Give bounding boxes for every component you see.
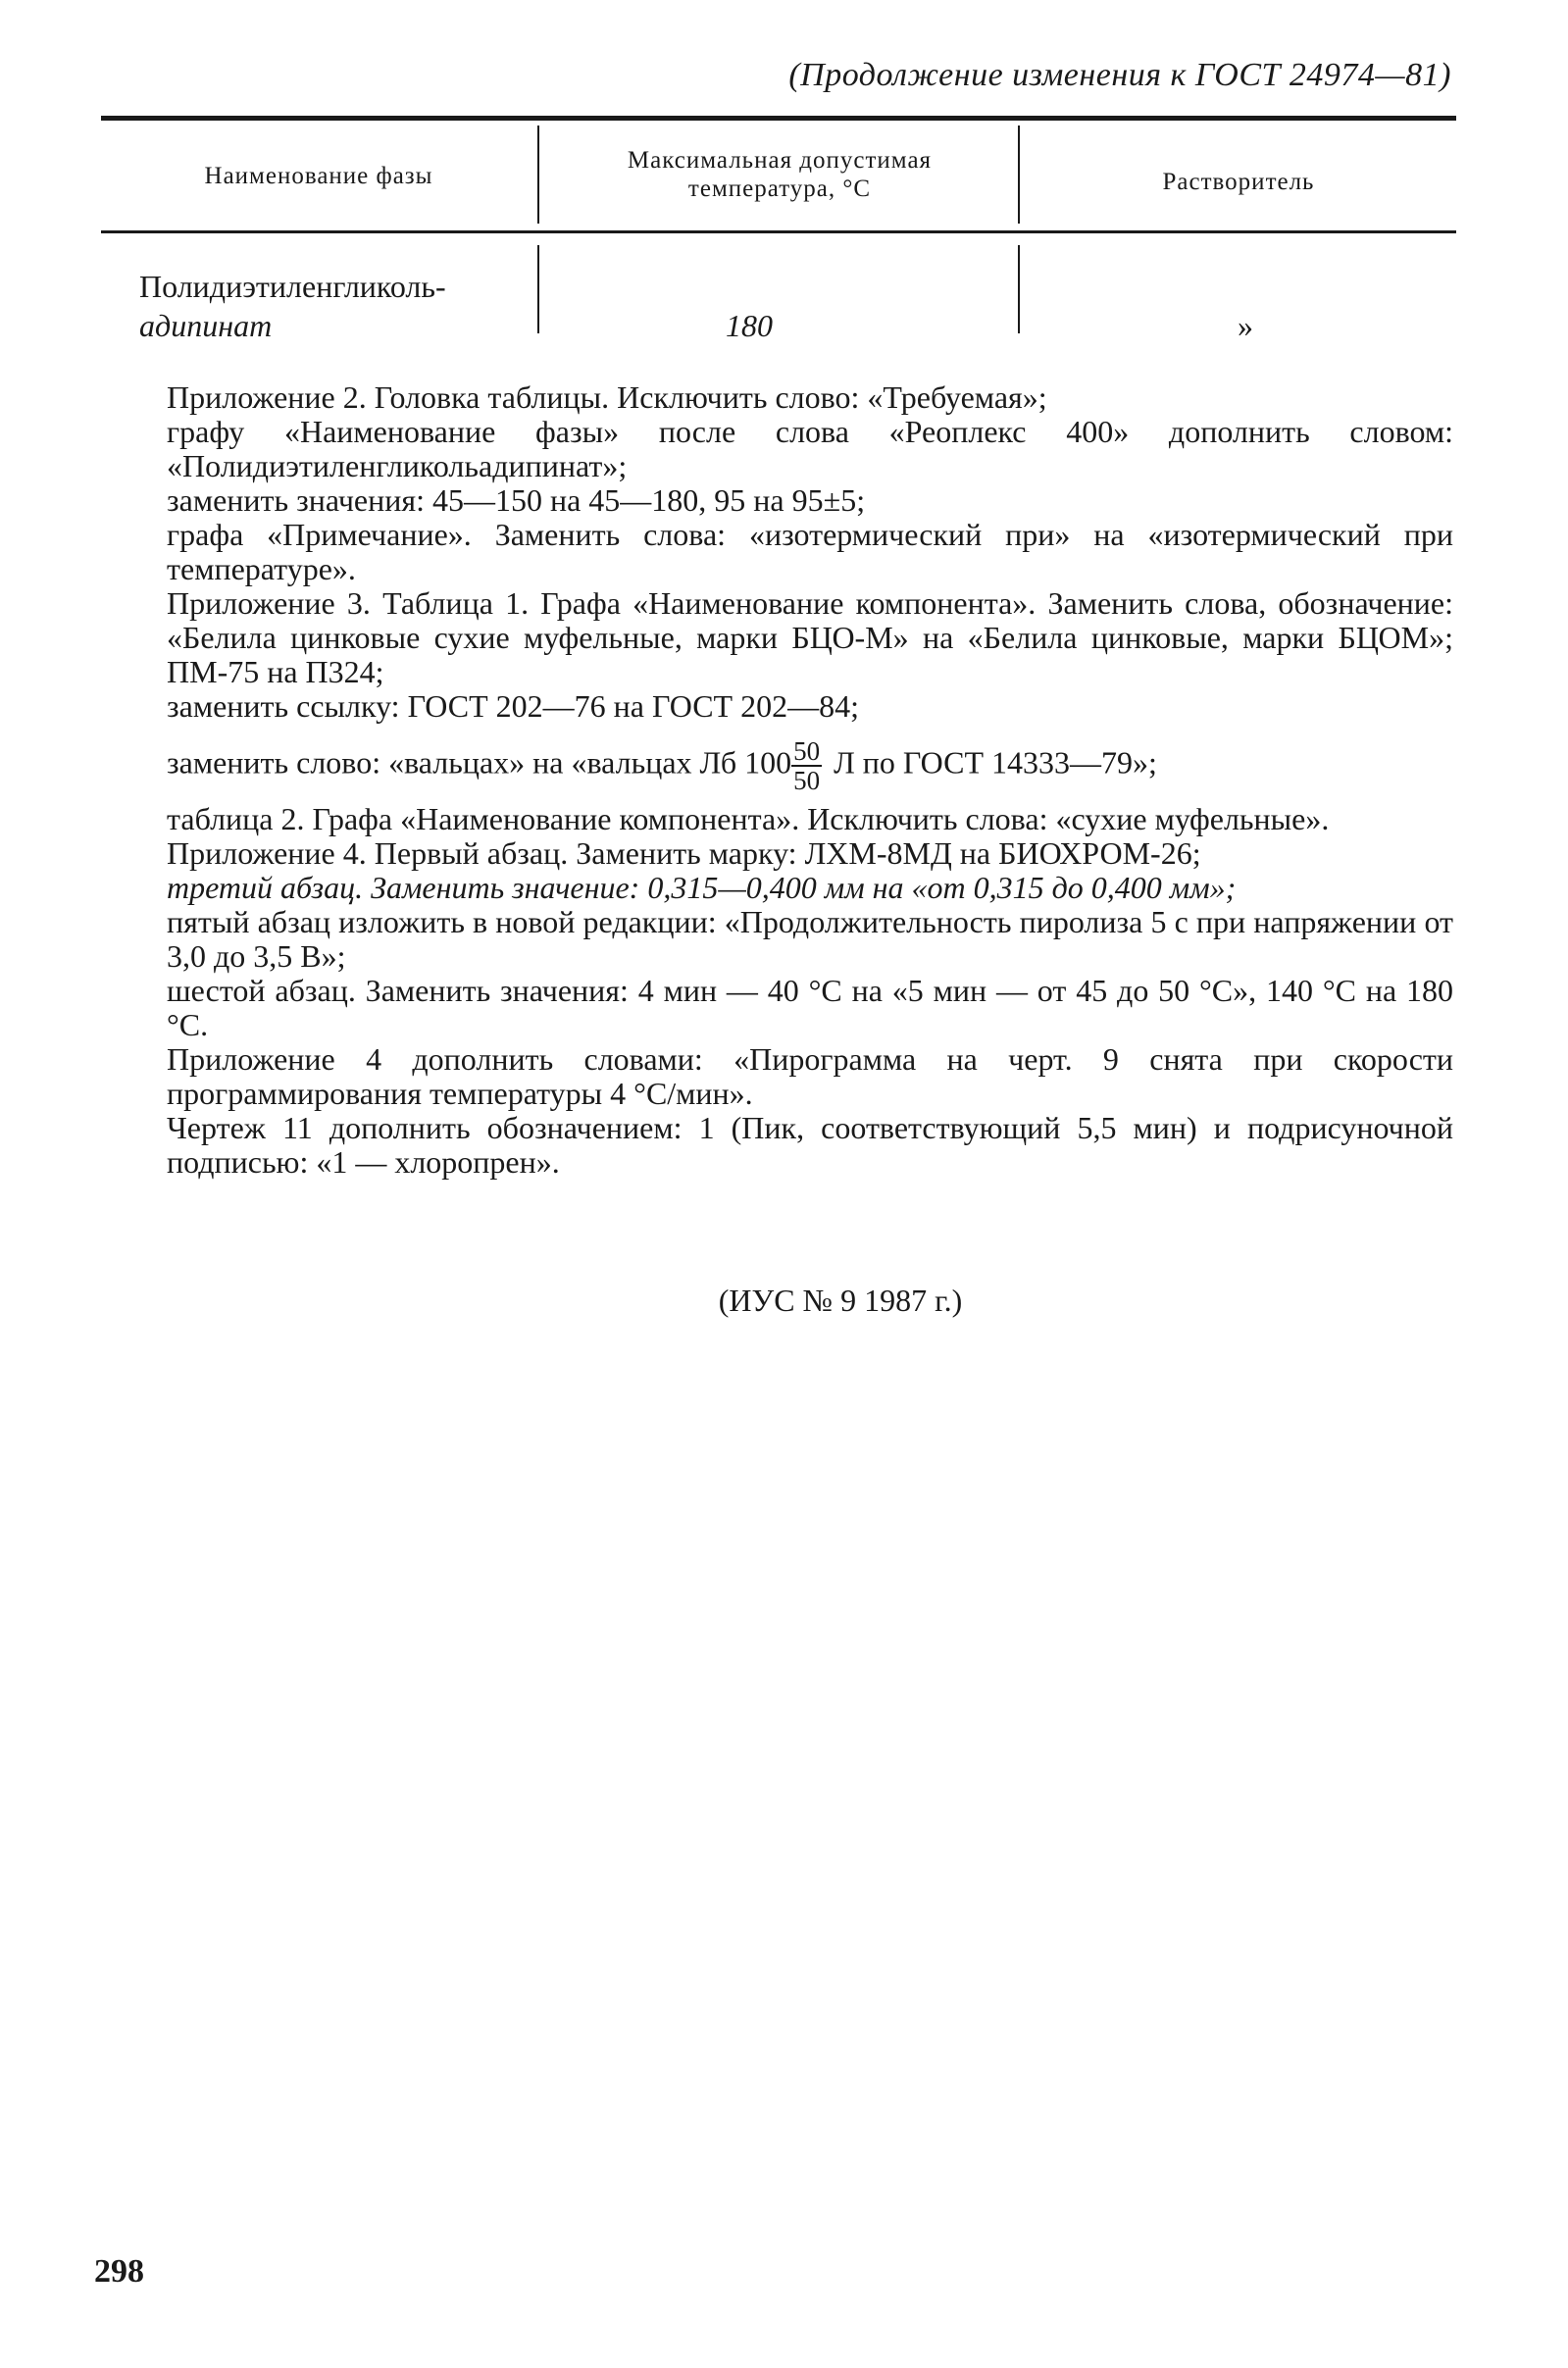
paragraph: Приложение 2. Головка таблицы. Исключить слово: «Требуемая»; [167,379,1047,415]
table-top-rule [101,116,1456,121]
table-column-divider [1018,245,1020,333]
paragraph-with-fraction [167,737,1453,794]
fraction [791,737,822,794]
fraction-line-after: Л по ГОСТ 14333—79»; [826,744,1157,781]
running-head: (Продолжение изменения к ГОСТ 24974—81) [788,57,1451,93]
fraction-denominator: 50 [793,766,821,795]
fraction-numerator: 50 [793,736,821,766]
table-header-solvent: Растворитель [1162,169,1315,195]
table-header-temperature-line1: Максимальная допустимая [627,147,933,174]
table-header-temperature-line2: температура, °С [687,175,872,202]
amendment-text [167,380,1453,1180]
paragraph: шестой абзац. Заменить значения: 4 мин — 40 °С на «5 мин — от 45 до 50 °С», 140 °С на 180 °С. [167,973,1453,1042]
table-cell-phase [139,267,531,345]
paragraph: Приложение 3. Таблица 1. Графа «Наименование компонента». Заменить слова, обозначение: «Белила цинковые сухие муфельные, марки БЦО-М» на «Белила цинковые, марки БЦОМ»; ПМ-75 на П324; [167,585,1453,689]
paragraph: третий абзац. Заменить значение: 0,315—0,400 мм на «от 0,315 до 0,400 мм»; [167,870,1237,905]
paragraph: графа «Примечание». Заменить слова: «изотермический при» на «изотермический при температуре». [167,517,1453,586]
table-cell-phase-line2: адипинат [139,308,273,343]
table-column-divider [537,126,539,224]
paragraph: заменить значения: 45—150 на 45—180, 95 на 95±5; [167,482,866,518]
fraction-line-before: заменить слово: «вальцах» на «вальцах Лб 100 [167,744,792,781]
paragraph: графу «Наименование фазы» после слова «Реоплекс 400» дополнить словом: «Полидиэтиленгликольадипинат»; [167,414,1453,483]
paragraph: пятый абзац изложить в новой редакции: «Продолжительность пиролиза 5 с при напряжении от 3,0 до 3,5 В»; [167,904,1453,974]
table-column-divider [1018,126,1020,224]
source-imprint [0,1283,1568,1319]
source-imprint-text: (ИУС № 9 1987 г.) [718,1283,963,1318]
paragraph: заменить ссылку: ГОСТ 202—76 на ГОСТ 202—84; [167,688,859,724]
page-number: 298 [94,2253,144,2290]
table-header-rule [101,230,1456,233]
table-cell-phase-line1: Полидиэтиленгликоль- [139,269,446,304]
table-header-temperature [549,147,1010,204]
paragraph: таблица 2. Графа «Наименование компонента». Исключить слова: «сухие муфельные». [167,801,1330,836]
table-column-divider [537,245,539,333]
paragraph: Приложение 4 дополнить словами: «Пирограмма на черт. 9 снята при скорости программирования температуры 4 °С/мин». [167,1041,1453,1111]
table-cell-solvent: » [1238,308,1253,343]
table-cell-temperature: 180 [726,308,773,343]
table-header-phase: Наименование фазы [204,163,433,189]
paragraph: Приложение 4. Первый абзац. Заменить марку: ЛХМ-8МД на БИОХРОМ-26; [167,835,1201,871]
paragraph: Чертеж 11 дополнить обозначением: 1 (Пик, соответствующий 5,5 мин) и подрисуночной подписью: «1 — хлоропрен». [167,1110,1453,1180]
